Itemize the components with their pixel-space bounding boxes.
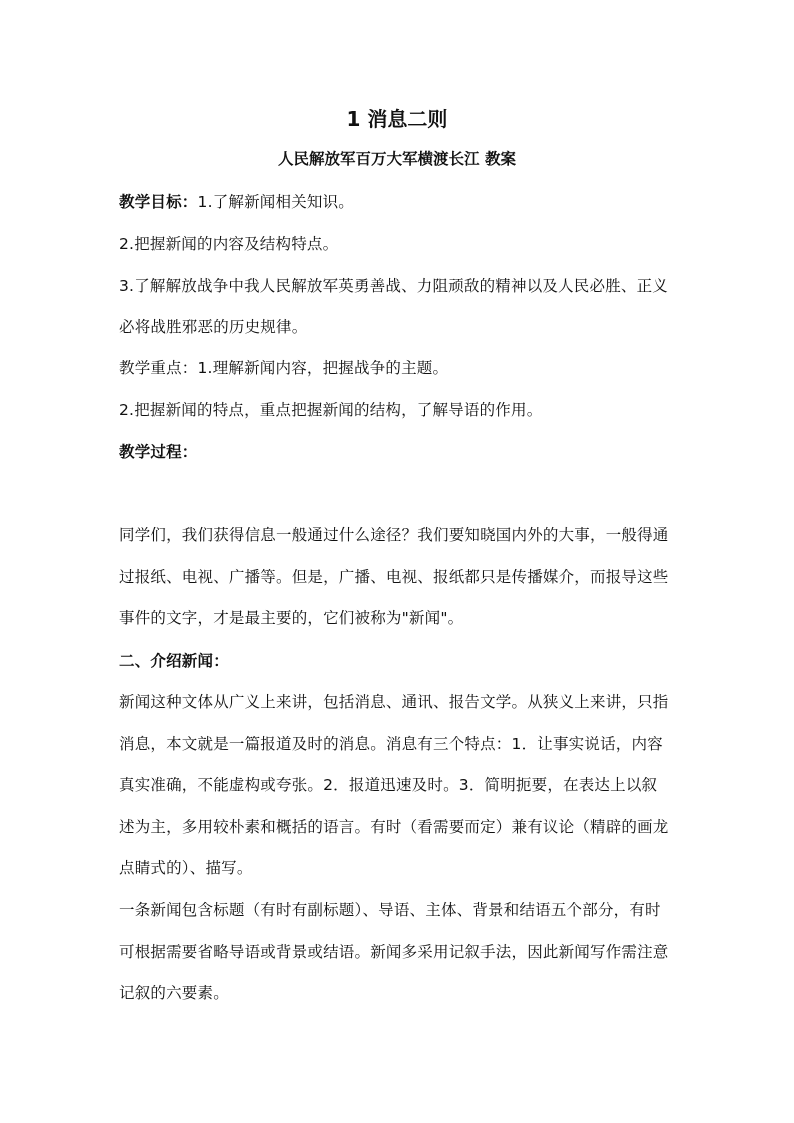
news-paragraph-line5: 点睛式的）、描写。	[119, 859, 253, 877]
parts-paragraph-line3: 记叙的六要素。	[119, 984, 229, 1002]
parts-paragraph-line2: 可根据需要省略导语或背景或结语。新闻多采用记叙手法，因此新闻写作需注意	[119, 943, 669, 961]
news-paragraph-line4: 述为主，多用较朴素和概括的语言。有时（看需要而定）兼有议论（精辟的画龙	[119, 818, 669, 836]
document-title: 1 消息二则	[346, 107, 448, 131]
teaching-process-heading: 教学过程：	[119, 443, 198, 461]
intro-paragraph-line3: 事件的文字，才是最主要的，它们被称为"新闻"。	[119, 609, 464, 627]
teaching-focus-2: 2.把握新闻的特点，重点把握新闻的结构，了解导语的作用。	[119, 401, 543, 419]
teaching-goal-line	[119, 192, 679, 212]
teaching-goal-1: 1.了解新闻相关知识。	[197, 193, 355, 211]
intro-paragraph-line2: 过报纸、电视、广播等。但是，广播、电视、报纸都只是传播媒介，而报导这些	[119, 568, 669, 586]
news-paragraph-line3: 真实准确，不能虚构或夸张。2．报道迅速及时。3．简明扼要，在表达上以叙	[119, 776, 658, 794]
document-subtitle: 人民解放军百万大军横渡长江 教案	[278, 150, 516, 168]
teaching-goal-3-line1: 3.了解解放战争中我人民解放军英勇善战、力阻顽敌的精神以及人民必胜、正义	[119, 277, 668, 295]
parts-paragraph-line1: 一条新闻包含标题（有时有副标题）、导语、主体、背景和结语五个部分，有时	[119, 901, 661, 919]
teaching-goal-label: 教学目标：	[119, 193, 198, 211]
news-paragraph-line2: 消息，本文就是一篇报道及时的消息。消息有三个特点：1．让事实说话，内容	[119, 735, 663, 753]
news-paragraph-line1: 新闻这种文体从广义上来讲，包括消息、通讯、报告文学。从狭义上来讲，只指	[119, 693, 669, 711]
section2-heading: 二、介绍新闻：	[119, 652, 229, 670]
teaching-focus-1: 教学重点：1.理解新闻内容，把握战争的主题。	[119, 359, 449, 377]
intro-paragraph-line1: 同学们，我们获得信息一般通过什么途径？我们要知晓国内外的大事，一般得通	[119, 526, 669, 544]
teaching-goal-2: 2.把握新闻的内容及结构特点。	[119, 235, 339, 253]
teaching-goal-3-line2: 必将战胜邪恶的历史规律。	[119, 318, 308, 336]
